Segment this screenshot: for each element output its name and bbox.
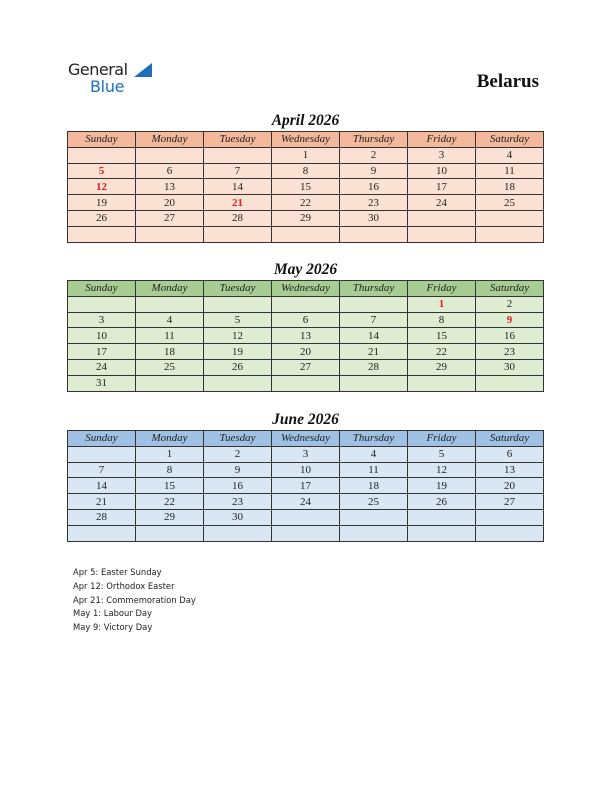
empty-day-cell [136, 147, 204, 163]
week-row [68, 195, 544, 211]
weekday-header: Friday [408, 132, 476, 148]
day-cell: 30 [204, 509, 272, 525]
weekday-header: Sunday [68, 431, 136, 447]
day-cell: 16 [204, 478, 272, 494]
day-cell: 27 [136, 210, 204, 226]
week-row [68, 210, 544, 226]
empty-day-cell [136, 375, 204, 391]
country-title: Belarus [476, 71, 539, 92]
day-cell: 19 [408, 478, 476, 494]
empty-day-cell [68, 446, 136, 462]
day-cell: 13 [476, 462, 544, 478]
logo-triangle-icon [134, 63, 152, 77]
weekday-header: Thursday [340, 132, 408, 148]
day-cell: 3 [68, 312, 136, 328]
logo-word-general: General [68, 60, 128, 79]
empty-day-cell [272, 375, 340, 391]
empty-day-cell [476, 375, 544, 391]
empty-day-cell [68, 296, 136, 312]
day-cell: 8 [272, 163, 340, 179]
weekday-header: Sunday [68, 281, 136, 297]
week-row [68, 509, 544, 525]
empty-day-cell [476, 226, 544, 242]
empty-day-cell [68, 525, 136, 541]
weekday-header: Tuesday [204, 431, 272, 447]
weekday-header: Thursday [340, 431, 408, 447]
empty-day-cell [204, 296, 272, 312]
day-cell: 1 [136, 446, 204, 462]
day-cell: 25 [340, 494, 408, 510]
weekday-header: Friday [408, 431, 476, 447]
day-cell: 6 [136, 163, 204, 179]
empty-day-cell [204, 226, 272, 242]
weekday-header-row [68, 431, 544, 447]
holiday-item: Apr 21: Commemoration Day [73, 594, 196, 605]
holiday-item: May 9: Victory Day [73, 622, 153, 633]
empty-day-cell [340, 375, 408, 391]
day-cell: 29 [408, 359, 476, 375]
empty-day-cell [340, 509, 408, 525]
empty-day-cell [408, 509, 476, 525]
day-cell: 1 [408, 296, 476, 312]
week-row [68, 478, 544, 494]
month-grid [67, 280, 544, 392]
empty-day-cell [136, 296, 204, 312]
day-cell: 15 [272, 179, 340, 195]
holiday-list [73, 566, 196, 635]
weekday-header: Monday [136, 281, 204, 297]
day-cell: 16 [340, 179, 408, 195]
day-cell: 18 [136, 344, 204, 360]
day-cell: 12 [408, 462, 476, 478]
day-cell: 2 [340, 147, 408, 163]
day-cell: 8 [136, 462, 204, 478]
empty-day-cell [272, 296, 340, 312]
day-cell: 28 [204, 210, 272, 226]
month-grid [67, 131, 544, 243]
week-row [68, 494, 544, 510]
day-cell: 21 [340, 344, 408, 360]
day-cell: 20 [136, 195, 204, 211]
day-cell: 16 [476, 328, 544, 344]
day-cell: 11 [340, 462, 408, 478]
day-cell: 5 [204, 312, 272, 328]
day-cell: 7 [68, 462, 136, 478]
day-cell: 9 [476, 312, 544, 328]
day-cell: 10 [408, 163, 476, 179]
day-cell: 25 [476, 195, 544, 211]
month-title: June 2026 [272, 411, 339, 428]
week-row [68, 375, 544, 391]
day-cell: 27 [476, 494, 544, 510]
week-row [68, 296, 544, 312]
day-cell: 20 [272, 344, 340, 360]
day-cell: 14 [68, 478, 136, 494]
month-grid [67, 430, 544, 542]
day-cell: 22 [136, 494, 204, 510]
calendar-june [67, 410, 544, 542]
day-cell: 29 [136, 509, 204, 525]
empty-day-cell [340, 296, 408, 312]
empty-day-cell [136, 226, 204, 242]
day-cell: 22 [408, 344, 476, 360]
day-cell: 26 [68, 210, 136, 226]
weekday-header: Sunday [68, 132, 136, 148]
day-cell: 21 [68, 494, 136, 510]
week-row [68, 525, 544, 541]
day-cell: 3 [272, 446, 340, 462]
empty-day-cell [476, 525, 544, 541]
empty-day-cell [340, 525, 408, 541]
day-cell: 8 [408, 312, 476, 328]
holiday-item: Apr 5: Easter Sunday [73, 567, 162, 577]
calendar-may [67, 260, 544, 392]
empty-day-cell [408, 525, 476, 541]
week-row [68, 163, 544, 179]
weekday-header: Saturday [476, 281, 544, 297]
holiday-item: May 1: Labour Day [73, 608, 152, 619]
day-cell: 24 [272, 494, 340, 510]
day-cell: 29 [272, 210, 340, 226]
day-cell: 12 [204, 328, 272, 344]
week-row [68, 226, 544, 242]
empty-day-cell [204, 375, 272, 391]
day-cell: 23 [204, 494, 272, 510]
day-cell: 28 [340, 359, 408, 375]
day-cell: 7 [340, 312, 408, 328]
week-row [68, 328, 544, 344]
weekday-header: Saturday [476, 431, 544, 447]
day-cell: 18 [476, 179, 544, 195]
weekday-header-row [68, 281, 544, 297]
weekday-header: Friday [408, 281, 476, 297]
day-cell: 13 [272, 328, 340, 344]
day-cell: 4 [136, 312, 204, 328]
empty-day-cell [408, 210, 476, 226]
weekday-header: Tuesday [204, 281, 272, 297]
day-cell: 28 [68, 509, 136, 525]
holiday-item: Apr 12: Orthodox Easter [73, 580, 175, 591]
day-cell: 5 [68, 163, 136, 179]
weekday-header: Wednesday [272, 132, 340, 148]
day-cell: 14 [204, 179, 272, 195]
day-cell: 27 [272, 359, 340, 375]
day-cell: 6 [476, 446, 544, 462]
day-cell: 15 [408, 328, 476, 344]
week-row [68, 147, 544, 163]
empty-day-cell [272, 509, 340, 525]
day-cell: 7 [204, 163, 272, 179]
day-cell: 10 [68, 328, 136, 344]
day-cell: 17 [272, 478, 340, 494]
day-cell: 22 [272, 195, 340, 211]
logo-word-blue: Blue [90, 77, 125, 96]
week-row [68, 359, 544, 375]
day-cell: 1 [272, 147, 340, 163]
day-cell: 26 [408, 494, 476, 510]
day-cell: 20 [476, 478, 544, 494]
day-cell: 26 [204, 359, 272, 375]
week-row [68, 312, 544, 328]
month-title: April 2026 [271, 112, 340, 129]
day-cell: 23 [340, 195, 408, 211]
day-cell: 18 [340, 478, 408, 494]
day-cell: 15 [136, 478, 204, 494]
day-cell: 19 [204, 344, 272, 360]
empty-day-cell [408, 375, 476, 391]
weekday-header: Thursday [340, 281, 408, 297]
weekday-header-row [68, 132, 544, 148]
weekday-header: Wednesday [272, 281, 340, 297]
day-cell: 21 [204, 195, 272, 211]
calendar-april [67, 111, 544, 243]
day-cell: 12 [68, 179, 136, 195]
day-cell: 4 [476, 147, 544, 163]
day-cell: 17 [408, 179, 476, 195]
day-cell: 13 [136, 179, 204, 195]
day-cell: 10 [272, 462, 340, 478]
empty-day-cell [204, 147, 272, 163]
weekday-header: Tuesday [204, 132, 272, 148]
week-row [68, 446, 544, 462]
day-cell: 3 [408, 147, 476, 163]
empty-day-cell [476, 210, 544, 226]
day-cell: 30 [476, 359, 544, 375]
day-cell: 24 [68, 359, 136, 375]
empty-day-cell [204, 525, 272, 541]
day-cell: 4 [340, 446, 408, 462]
day-cell: 31 [68, 375, 136, 391]
day-cell: 30 [340, 210, 408, 226]
month-title: May 2026 [273, 261, 338, 278]
week-row [68, 179, 544, 195]
empty-day-cell [340, 226, 408, 242]
empty-day-cell [272, 525, 340, 541]
day-cell: 19 [68, 195, 136, 211]
weekday-header: Wednesday [272, 431, 340, 447]
empty-day-cell [136, 525, 204, 541]
empty-day-cell [408, 226, 476, 242]
day-cell: 11 [476, 163, 544, 179]
weekday-header: Monday [136, 431, 204, 447]
day-cell: 2 [204, 446, 272, 462]
day-cell: 14 [340, 328, 408, 344]
day-cell: 9 [204, 462, 272, 478]
day-cell: 6 [272, 312, 340, 328]
weekday-header: Saturday [476, 132, 544, 148]
day-cell: 5 [408, 446, 476, 462]
day-cell: 24 [408, 195, 476, 211]
empty-day-cell [476, 509, 544, 525]
weekday-header: Monday [136, 132, 204, 148]
day-cell: 9 [340, 163, 408, 179]
empty-day-cell [272, 226, 340, 242]
week-row [68, 344, 544, 360]
empty-day-cell [68, 226, 136, 242]
day-cell: 2 [476, 296, 544, 312]
day-cell: 11 [136, 328, 204, 344]
week-row [68, 462, 544, 478]
day-cell: 17 [68, 344, 136, 360]
day-cell: 25 [136, 359, 204, 375]
empty-day-cell [68, 147, 136, 163]
day-cell: 23 [476, 344, 544, 360]
